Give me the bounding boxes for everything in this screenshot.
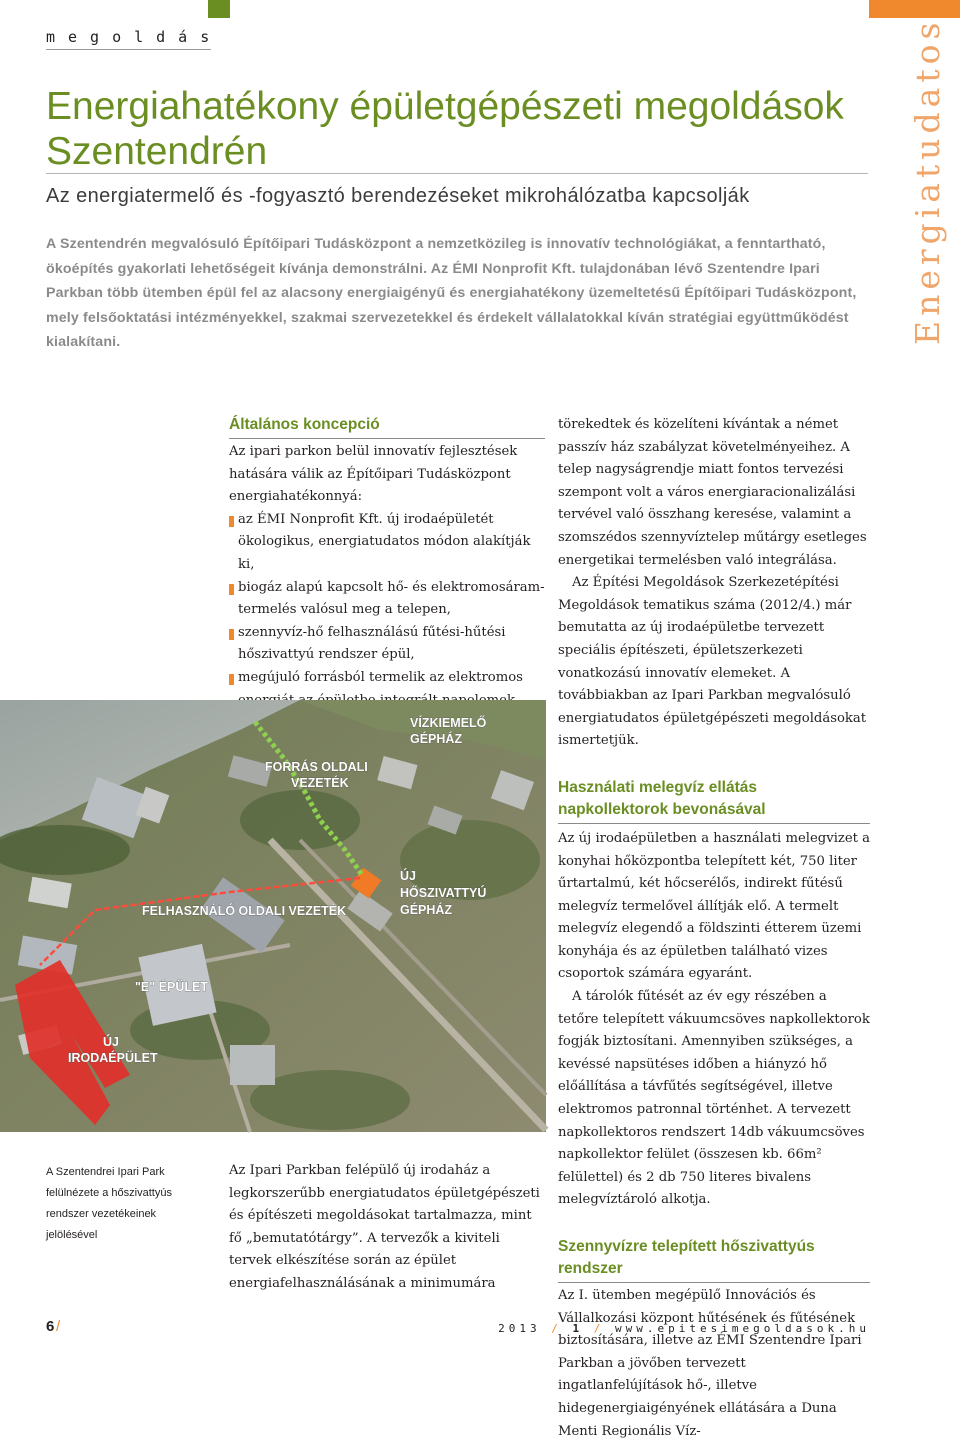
- heat-pump-body: [558, 1285, 870, 1443]
- bullet-text: az ÉMI Nonprofit Kft. új irodaépületét ökologikus, energiatudatos módon alakítják ki,: [238, 511, 531, 572]
- concept-body: [229, 441, 545, 712]
- section-label: megoldás: [46, 28, 223, 46]
- bullet-marker-icon: [229, 629, 234, 640]
- lead-paragraph: A Szentendrén megvalósuló Építőipari Tudásközpont a nemzetközileg is innovatív technológiákat, a fenntartható, ökoépítés gyakorlati lehetőségeit kívánja demonstrálni. Az ÉMI Nonprofit Kft. tulajdonában lévő Szentendre Ipari Parkban több ütemben épül fel az alacsony energiaigényű és energiahatékony üzemeltetésű Építőipari Tudásközpont, mely felsőoktatási intézményekkel, szakmai szervezetekkel és érdekelt vállalatokkal kíván stratégiai együttműködést kialakítani.: [46, 236, 857, 350]
- right-paragraph-3: Az új irodaépületben a használati melegvizet a konyhai hőközpontba telepített két, 750 liter űrtartalmú, két hőcserélős, indirekt fűtésű melegvíz termelővel állítják elő. A termelt melegvíz elegendő a földszinti étterem üzemi konyhája és az épületben található vizes csoportok számára egyaránt.: [558, 830, 871, 982]
- bullet-item: [229, 577, 545, 622]
- bullet-text: szennyvíz-hő felhasználású fűtési-hűtési hőszivattyú rendszer épül,: [238, 624, 506, 663]
- footer-website: www.epitesimegoldasok.hu: [615, 1322, 870, 1335]
- concept-section: [229, 414, 545, 712]
- page-number: 6: [46, 1318, 55, 1335]
- mid-bottom-paragraph: Az Ipari Parkban felépülő új irodaház a legkorszerűbb energiatudatos épületgépészeti és építészeti megoldásokat tartalmazza, mint fő „bemutatótárgy”. A tervezők a kiviteli tervek elkészítése során az épület energiafelhasználásának a minimumára: [229, 1163, 540, 1291]
- right-paragraph-4: A tárolók fűtését az év egy részében a tetőre telepített vákuumcsöves napkollektorok fogják biztosítani. Amennyiben szükséges, a kevéssé napsütéses időben a hiányzó hő előállítása a távfűtés segítségével, illetve elektromos patronnal történhet. A tervezett napkollektoros rendszert 14db vákuumcsöves napkollektor felület (összesen kb. 66m² felülettel) és 2 db 750 literes bivalens melegvíztároló alkotja.: [558, 989, 870, 1208]
- hot-water-heading-rule: [558, 823, 870, 824]
- bullet-text: biogáz alapú kapcsolt hő- és elektromosáram-termelés valósul meg a telepen,: [238, 579, 545, 618]
- hot-water-heading: Használati melegvíz ellátás napkollektorok bevonásával: [558, 778, 766, 818]
- bullet-text: megújuló forrásból termelik az elektromos: [238, 669, 523, 685]
- photo-caption: A Szentendrei Ipari Park felülnézete a hőszivattyús rendszer vezetékeinek jelölésével: [46, 1166, 172, 1241]
- concept-heading-rule: [229, 438, 545, 439]
- right-paragraph-5: Az I. ütemben megépülő Innovációs és Vállalkozási központ hűtésének és fűtésének biztosítására, illetve az ÉMI Szentendre Ipari Parkban a jövőben tervezett ingatlanfelújítások hő-, illetve hidegenergiaigényének ellátására a Duna Menti Regionális Víz-: [558, 1288, 862, 1439]
- orange-corner-tab: [869, 0, 960, 18]
- label-user-pipe: FELHASZNÁLÓ OLDALI VEZETÉK: [142, 904, 347, 918]
- bullet-item: [229, 509, 545, 577]
- footer-issue: 1: [572, 1322, 584, 1335]
- bullet-marker-icon: [229, 516, 234, 527]
- label-source-pipe: FORRÁS OLDALI: [265, 760, 368, 774]
- label-source-pipe-2: VEZETÉK: [291, 776, 349, 790]
- title-rule: [46, 173, 868, 174]
- aerial-photo-illustration: [0, 700, 546, 1132]
- right-column: [558, 414, 870, 1443]
- footer-year: 2013: [498, 1322, 541, 1335]
- bullet-item: [229, 622, 545, 667]
- building: [230, 1045, 275, 1085]
- footer-publication-info: [498, 1322, 870, 1335]
- label-water-pump-house: VÍZKIEMELŐ: [410, 716, 487, 730]
- green-corner-tab: [208, 0, 230, 18]
- page-number-slash: /: [56, 1318, 61, 1335]
- heat-pump-heading-rule: [558, 1282, 870, 1283]
- side-category-word: Energiatudatos: [908, 17, 947, 345]
- bullet-marker-icon: [229, 674, 234, 685]
- article-title: Energiahatékony épületgépészeti megoldások Szentendrén: [46, 85, 844, 173]
- label-e-building: "E" ÉPÜLET: [135, 980, 208, 994]
- concept-heading: Általános koncepció: [229, 416, 380, 433]
- section-rule: [46, 49, 211, 50]
- label-new-office-2: IRODAÉPÜLET: [68, 1051, 158, 1065]
- concept-intro: Az ipari parkon belül innovatív fejlesztések hatására válik az Építőipari Tudásközpont energiahatékonnyá:: [229, 444, 518, 505]
- footer-separator: /: [593, 1322, 605, 1335]
- right-paragraph-2: Az Építési Megoldások Szerkezetépítési Megoldások tematikus száma (2012/4.) már bemutatta az új irodaépületbe tervezett speciális építészeti, épületszerkezeti vonatkozású innovatív elemeket. A továbbiakban az Ipari Parkban megvalósuló energiatudatos épületgépészeti megoldásokat ismertetjük.: [558, 575, 867, 749]
- footer-separator: /: [551, 1322, 562, 1335]
- article-subtitle: Az energiatermelő és -fogyasztó berendezéseket mikrohálózatba kapcsolják: [46, 185, 750, 207]
- label-water-pump-house-2: GÉPHÁZ: [410, 732, 463, 746]
- right-paragraph-1: törekedtek és közelíteni kívántak a német passzív ház szabályzat követelményeihez. A telep nagyságrendje miatt fontos tervezési szempont volt a város energiaracionalizálási tervével való összhang keresése, valamint a szomszédos szennyvíztelep műtárgy esetleges energetikai termelésben való integrálása.: [558, 417, 867, 568]
- label-heat-pump-1: ÚJ: [400, 869, 416, 883]
- hot-water-body: [558, 828, 870, 1212]
- bullet-marker-icon: [229, 584, 234, 595]
- mid-bottom-text: [229, 1160, 545, 1296]
- label-heat-pump-2: HŐSZIVATTYÚ: [400, 886, 487, 900]
- right-body-top: [558, 414, 870, 753]
- label-new-office-1: ÚJ: [103, 1035, 119, 1049]
- heat-pump-heading: Szennyvízre telepített hőszivattyús rendszer: [558, 1238, 815, 1277]
- label-heat-pump-3: GÉPHÁZ: [400, 903, 453, 917]
- aerial-photo: [0, 700, 546, 1132]
